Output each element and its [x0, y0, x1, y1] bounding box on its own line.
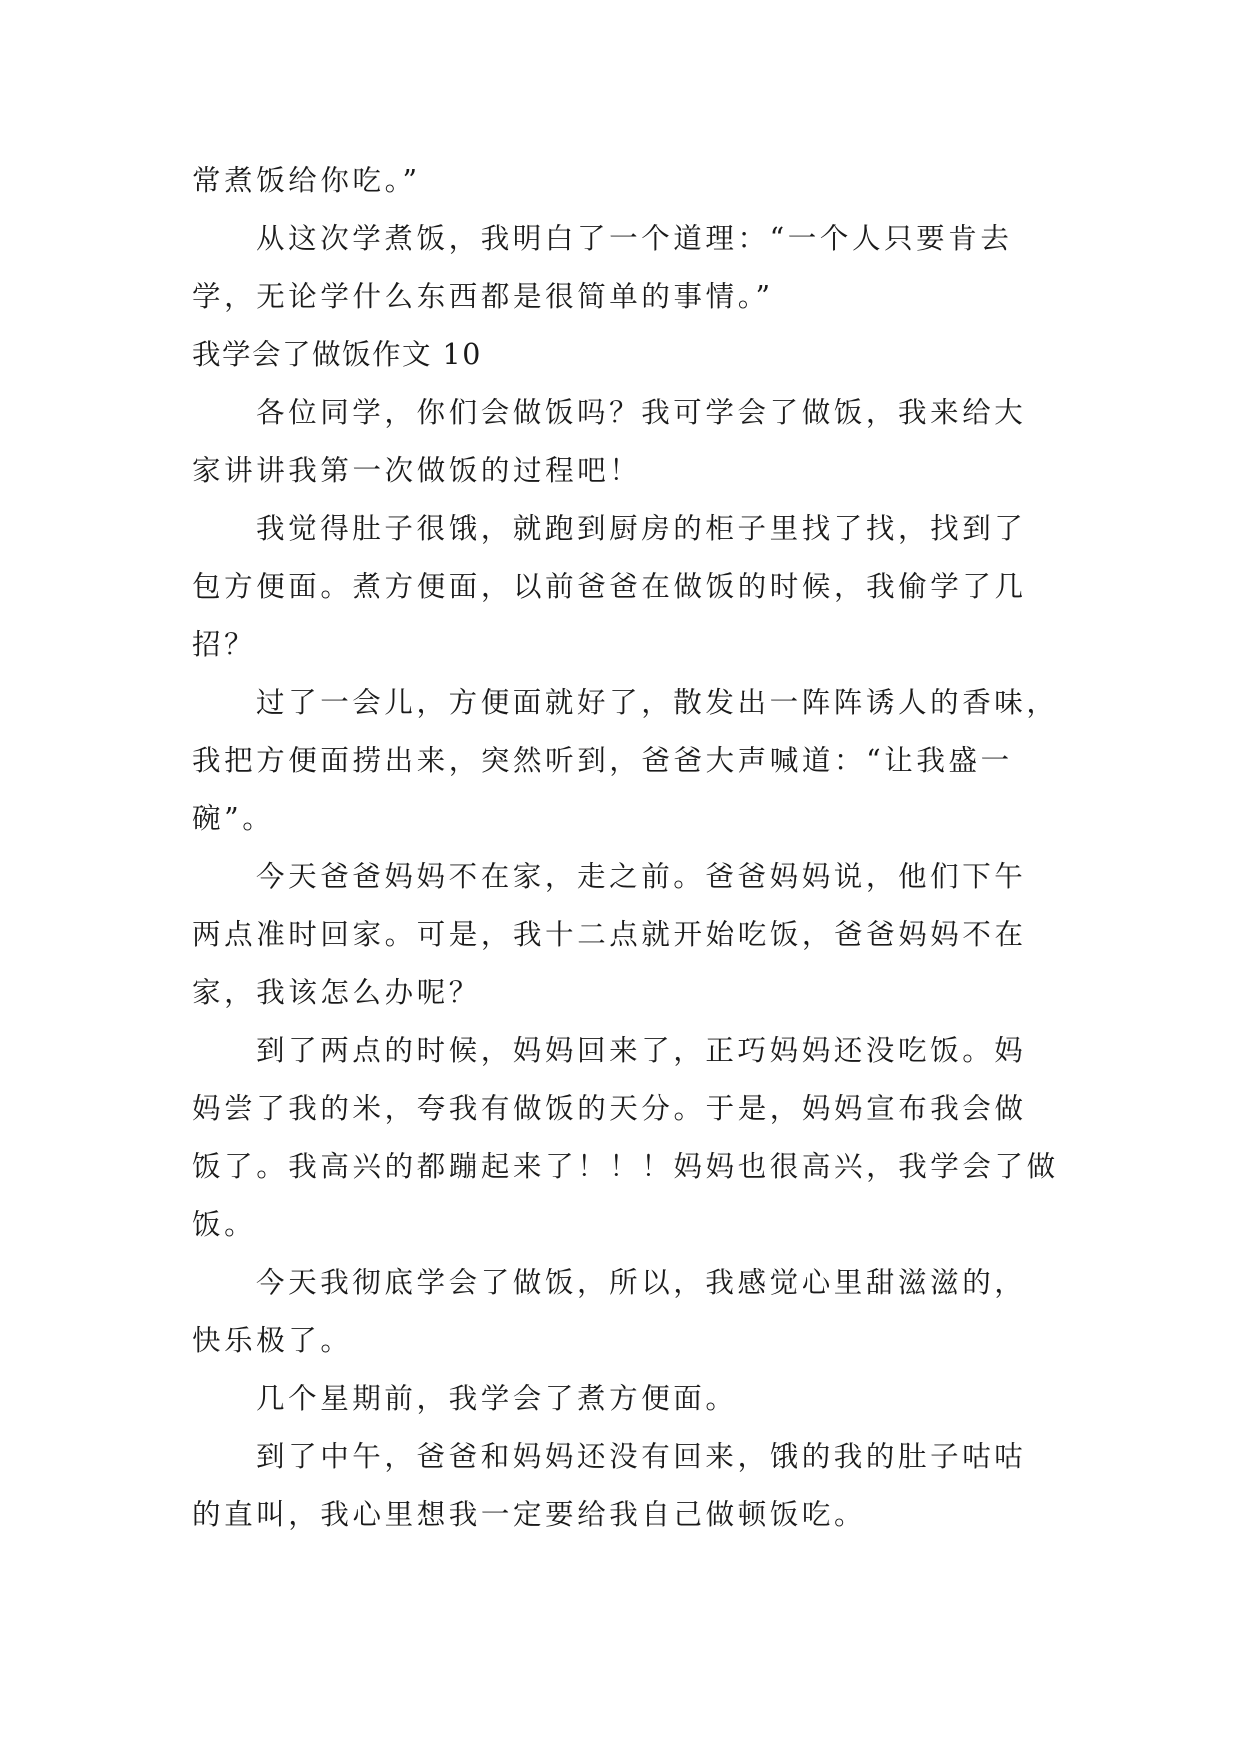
text-line: 学，无论学什么东西都是很简单的事情。” — [192, 280, 774, 313]
text-line: 两点准时回家。可是，我十二点就开始吃饭，爸爸妈妈不在 — [192, 918, 1027, 951]
text-line: 碗”。 — [192, 802, 275, 835]
text-line: 饭。 — [192, 1208, 257, 1241]
text-line: 我把方便面捞出来，突然听到，爸爸大声喊道：“让我盛一 — [192, 744, 1013, 777]
essay-title: 我学会了做饭作文 10 — [192, 338, 482, 371]
paragraph-first-line: 到了中午，爸爸和妈妈还没有回来，饿的我的肚子咕咕 — [256, 1440, 1027, 1473]
paragraph-first-line: 今天我彻底学会了做饭，所以，我感觉心里甜滋滋的， — [256, 1266, 1027, 1299]
essay-body — [192, 152, 1072, 1544]
text-line: 饭了。我高兴的都蹦起来了！！！妈妈也很高兴，我学会了做 — [192, 1150, 1059, 1183]
paragraph-first-line: 从这次学煮饭，我明白了一个道理：“一个人只要肯去 — [256, 222, 1013, 255]
text-line: 家讲讲我第一次做饭的过程吧！ — [192, 454, 642, 487]
paragraph-first-line: 过了一会儿，方便面就好了，散发出一阵阵诱人的香味， — [256, 686, 1059, 719]
text-line: 的直叫，我心里想我一定要给我自己做顿饭吃。 — [192, 1498, 867, 1531]
text-line: 妈尝了我的米，夸我有做饭的天分。于是，妈妈宣布我会做 — [192, 1092, 1027, 1125]
text-line: 招？ — [192, 628, 257, 661]
paragraph-first-line: 今天爸爸妈妈不在家，走之前。爸爸妈妈说，他们下午 — [256, 860, 1027, 893]
paragraph-first-line: 我觉得肚子很饿，就跑到厨房的柜子里找了找，找到了 — [256, 512, 1027, 545]
text-line: 包方便面。煮方便面，以前爸爸在做饭的时候，我偷学了几 — [192, 570, 1027, 603]
paragraph-first-line: 各位同学，你们会做饭吗？我可学会了做饭，我来给大 — [256, 396, 1027, 429]
paragraph-first-line: 几个星期前，我学会了煮方便面。 — [256, 1382, 738, 1415]
text-line: 家，我该怎么办呢？ — [192, 976, 481, 1009]
text-line: 快乐极了。 — [192, 1324, 353, 1357]
paragraph-first-line: 到了两点的时候，妈妈回来了，正巧妈妈还没吃饭。妈 — [256, 1034, 1027, 1067]
text-line: 常煮饭给你吃。” — [192, 164, 421, 197]
